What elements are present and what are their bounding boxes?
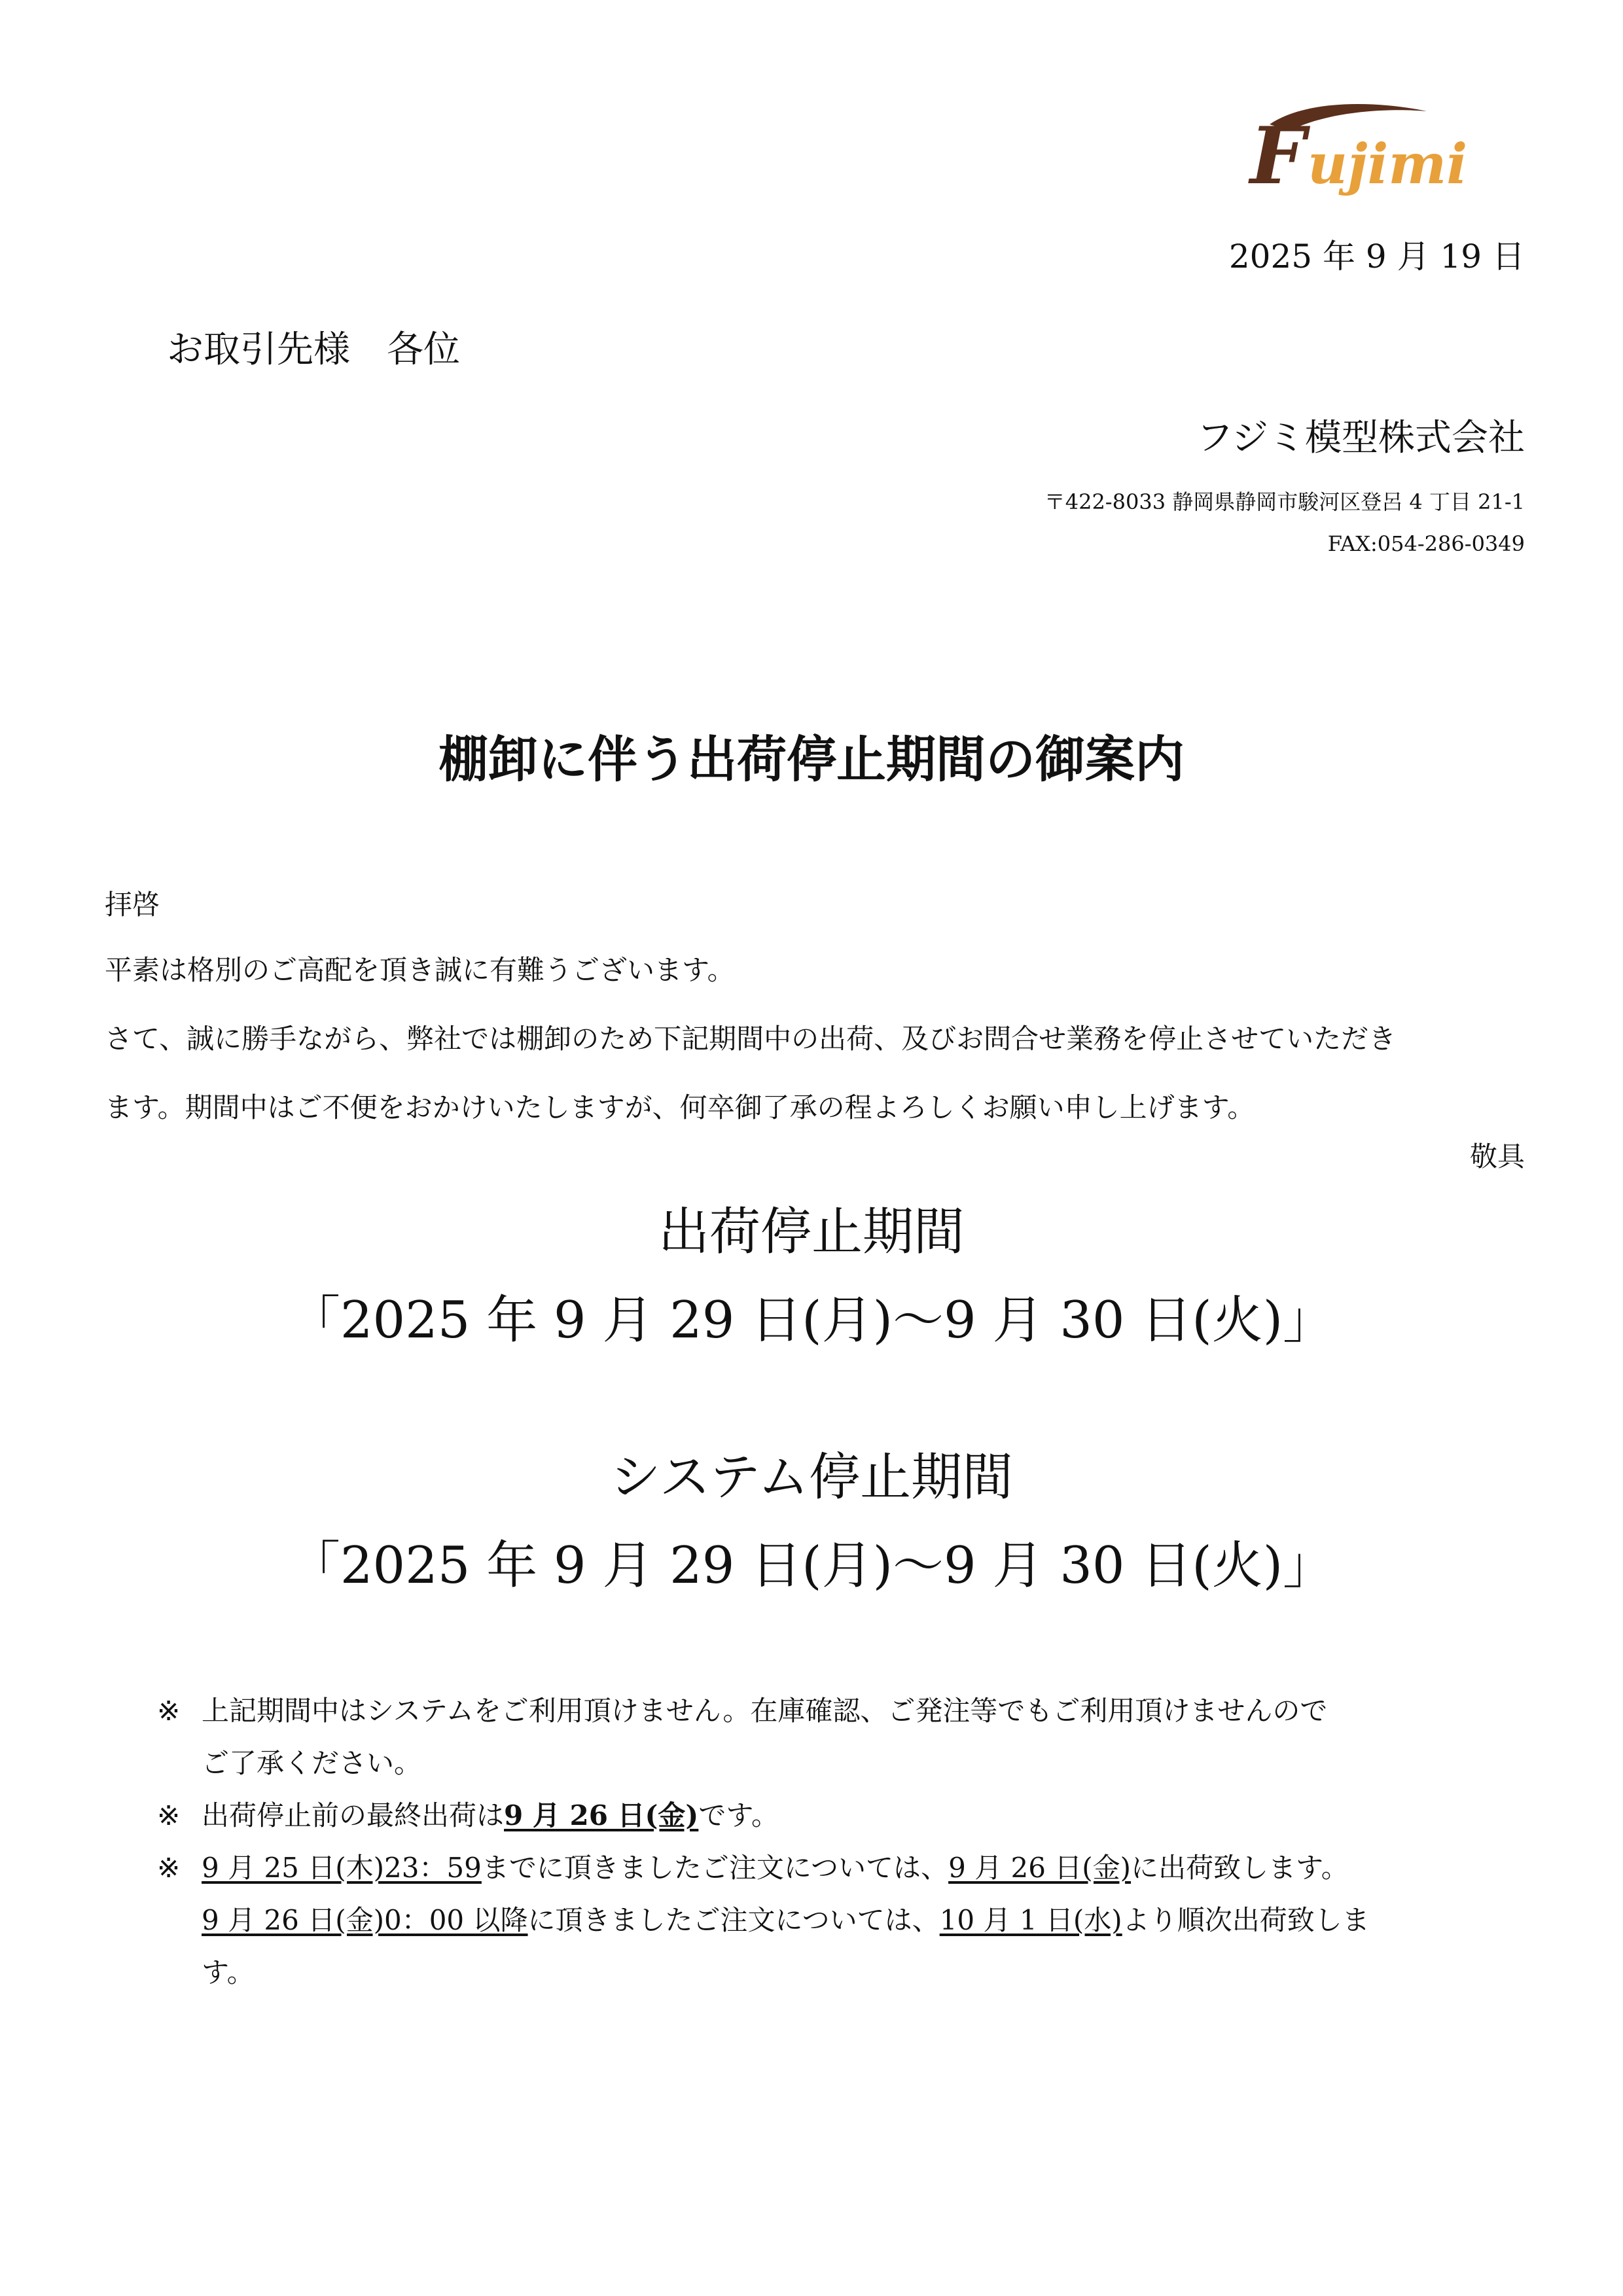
document-title: 棚卸に伴う出荷停止期間の御案内 [438,730,1185,788]
sender-address: 〒422-8033 静岡県静岡市駿河区登呂 4 丁目 21-1 [1044,489,1525,514]
note-3-line-2 [202,1894,1486,1947]
recipient: お取引先様 各位 [167,328,460,371]
system-stop-range: 「2025 年 9 月 29 日(月)～9 月 30 日(火)」 [289,1536,1334,1595]
resume-date: 10 月 1 日(水) [939,1904,1122,1936]
note-item [157,1842,1486,1999]
issue-date: 2025 年 9 月 19 日 [1228,238,1525,275]
note-3-text-h: より順次出荷致しま [1122,1904,1370,1936]
closing-salutation: 敬具 [1469,1140,1525,1173]
system-stop-title: システム停止期間 [609,1448,1014,1507]
body-line-1: 平素は格別のご高配を頂き誠に有難うございます。 [105,954,735,986]
last-shipping-date: 9 月 26 日(金) [504,1799,699,1831]
body-line-2: さて、誠に勝手ながら、弊社では棚卸のため下記期間中の出荷、及びお問合せ業務を停止させていただき [105,1023,1397,1055]
notes-list [157,1685,1486,1999]
note-mark: ※ [157,1852,181,1884]
note-mark: ※ [157,1695,181,1727]
note-1-line-1: 上記期間中はシステムをご利用頂けません。在庫確認、ご発注等でもご利用頂けませんので [202,1695,1328,1727]
order-after: 9 月 26 日(金)0：00 以降 [202,1904,528,1936]
note-mark: ※ [157,1799,181,1831]
note-3-text-f: に頂きましたご注文については、 [527,1904,940,1936]
note-2-post: です。 [698,1799,779,1831]
body-line-3: ます。期間中はご不便をおかけいたしますが、何卒御了承の程よろしくお願い申し上げます。 [105,1091,1255,1123]
note-2-pre: 出荷停止前の最終出荷は [202,1799,505,1831]
note-3-line-3: す。 [202,1956,255,1988]
note-item [157,1790,1486,1842]
order-cutoff: 9 月 25 日(木)23：59 [202,1852,482,1884]
fujimi-logo-graphic [1230,85,1538,203]
ship-date: 9 月 26 日(金) [948,1852,1132,1884]
svg-text:F: F [1250,110,1306,202]
note-3-line-1 [202,1842,1486,1894]
note-3-text-b: までに頂きましたご注文については、 [481,1852,949,1884]
opening-salutation: 拝啓 [105,889,160,921]
sender-company: フジミ模型株式会社 [1196,417,1525,459]
note-3-text-d: に出荷致します。 [1131,1852,1349,1884]
note-1-line-2: ご了承ください。 [202,1747,422,1779]
note-2-line [202,1790,1486,1842]
sender-fax: FAX:054-286-0349 [1327,531,1525,556]
svg-text:ujimi: ujimi [1308,132,1468,196]
shipping-stop-range: 「2025 年 9 月 29 日(月)～9 月 30 日(火)」 [289,1291,1334,1350]
company-logo [1230,85,1538,203]
shipping-stop-title: 出荷停止期間 [658,1203,965,1262]
note-item [157,1685,1486,1790]
